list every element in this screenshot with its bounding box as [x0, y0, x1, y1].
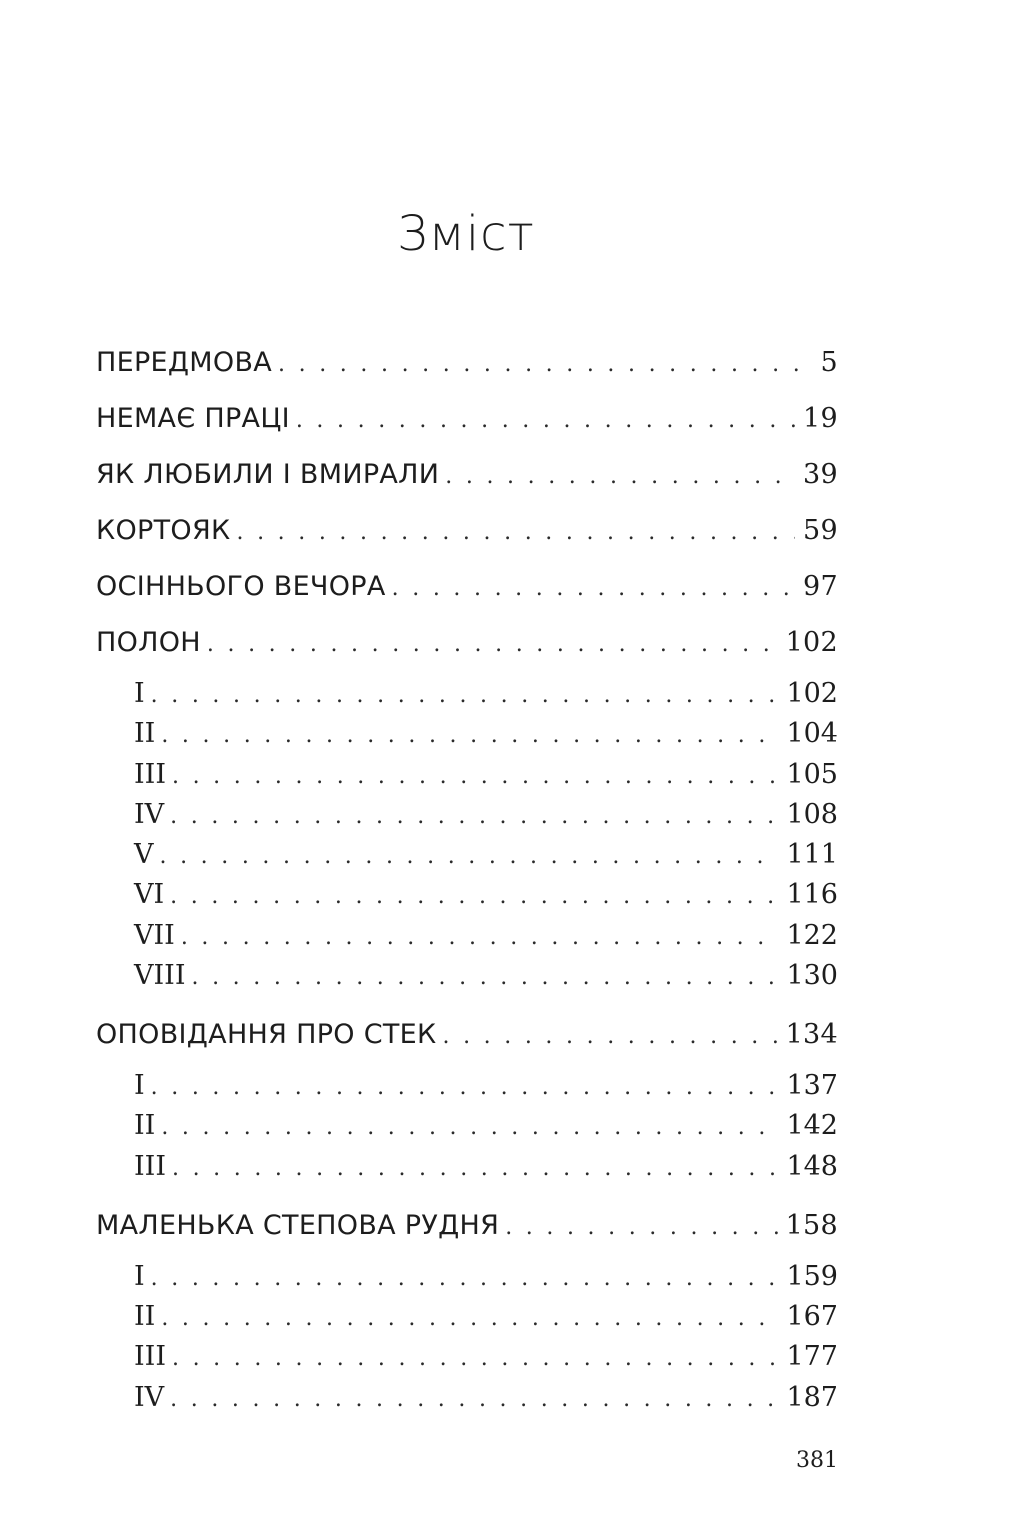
toc-subentry[interactable]: [96, 875, 838, 915]
toc-subentry[interactable]: [96, 1378, 838, 1432]
toc-entry-page: 134: [785, 1019, 838, 1051]
toc-entry[interactable]: [96, 562, 838, 618]
toc-entry-label: ПЕРЕДМОВА: [96, 347, 273, 378]
toc-entry[interactable]: [96, 506, 838, 562]
table-of-contents: [96, 338, 838, 1432]
toc-entry-page: 5: [820, 347, 838, 378]
dot-leader: [207, 620, 778, 670]
toc-entry-label: НЕМАЄ ПРАЦІ: [96, 403, 290, 434]
toc-entry-page: 167: [786, 1300, 838, 1332]
toc-entry-page: 159: [786, 1260, 838, 1292]
dot-leader: [160, 837, 779, 875]
toc-entry-label: ПОЛОН: [96, 627, 201, 658]
toc-entry-label: ЯК ЛЮБИЛИ І ВМИРАЛИ: [96, 459, 440, 490]
toc-entry-page: 177: [786, 1341, 838, 1373]
toc-entry-page: 108: [786, 798, 838, 830]
dot-leader: [151, 676, 779, 714]
toc-subentry[interactable]: [96, 1257, 838, 1297]
toc-subentry[interactable]: [96, 835, 838, 875]
toc-entry-label: I: [134, 1260, 145, 1292]
toc-entry-label: I: [134, 1070, 145, 1102]
toc-subentry[interactable]: [96, 755, 838, 795]
dot-leader: [161, 1108, 778, 1146]
dot-leader: [172, 1339, 778, 1377]
toc-entry-label: II: [134, 1300, 156, 1332]
dot-leader: [170, 797, 778, 835]
page-number: 381: [796, 1448, 838, 1473]
dot-leader: [161, 1299, 778, 1337]
dot-leader: [278, 340, 812, 390]
toc-subentry[interactable]: [96, 1337, 838, 1377]
toc-subentry[interactable]: [96, 1297, 838, 1337]
toc-entry-page: 102: [786, 678, 838, 709]
toc-entry-page: 122: [786, 919, 838, 951]
toc-subentry[interactable]: [96, 1066, 838, 1106]
toc-entry-label: III: [134, 758, 166, 790]
page-title: Зміст: [397, 206, 535, 262]
toc-entry-page: 102: [785, 627, 838, 658]
toc-entry[interactable]: [96, 618, 838, 674]
toc-entry-page: 39: [803, 459, 838, 490]
toc-entry-page: 130: [786, 960, 838, 992]
toc-entry-label: VI: [134, 879, 165, 911]
dot-leader: [505, 1203, 777, 1253]
toc-entry-page: 116: [786, 879, 838, 911]
toc-subentry[interactable]: [96, 795, 838, 835]
toc-subentry[interactable]: [96, 674, 838, 714]
toc-entry-page: 97: [803, 571, 838, 602]
toc-entry[interactable]: [96, 1201, 838, 1257]
toc-entry-label: ОСІННЬОГО ВЕЧОРА: [96, 571, 386, 602]
toc-entry-label: VIII: [134, 960, 186, 992]
dot-leader: [445, 452, 795, 502]
toc-entry-page: 105: [786, 758, 838, 790]
toc-entry-label: ОПОВІДАННЯ ПРО СТЕК: [96, 1019, 437, 1051]
toc-subentry[interactable]: [96, 714, 838, 754]
toc-subentry[interactable]: [96, 916, 838, 956]
toc-entry[interactable]: [96, 394, 838, 450]
toc-entry[interactable]: [96, 450, 838, 506]
dot-leader: [443, 1012, 778, 1062]
dot-leader: [296, 396, 795, 446]
dot-leader: [181, 918, 779, 956]
dot-leader: [172, 757, 778, 795]
toc-entry-label: II: [134, 1110, 156, 1142]
dot-leader: [236, 508, 795, 558]
toc-entry-label: III: [134, 1341, 166, 1373]
toc-subentry[interactable]: [96, 1106, 838, 1146]
dot-leader: [151, 1068, 779, 1106]
toc-entry-label: IV: [134, 798, 165, 830]
toc-entry-label: IV: [134, 1381, 165, 1413]
toc-subentry[interactable]: [96, 956, 838, 1010]
dot-leader: [392, 564, 795, 614]
toc-entry-page: 142: [786, 1110, 838, 1142]
toc-entry-page: 148: [786, 1150, 838, 1182]
toc-entry-page: 137: [786, 1070, 838, 1102]
toc-entry-label: V: [134, 839, 154, 871]
dot-leader: [151, 1259, 779, 1297]
toc-entry-label: II: [134, 718, 156, 750]
toc-entry-page: 104: [786, 718, 838, 750]
toc-entry-page: 59: [803, 515, 838, 546]
toc-subentry[interactable]: [96, 1147, 838, 1201]
toc-entry[interactable]: [96, 338, 838, 394]
toc-entry-label: III: [134, 1150, 166, 1182]
dot-leader: [161, 716, 778, 754]
dot-leader: [172, 1149, 778, 1189]
toc-entry-label: КОРТОЯК: [96, 515, 231, 546]
dot-leader: [170, 1380, 778, 1420]
toc-entry-label: МАЛЕНЬКА СТЕПОВА РУДНЯ: [96, 1209, 500, 1241]
toc-entry-label: VII: [134, 919, 175, 951]
toc-entry-page: 111: [786, 839, 838, 871]
toc-entry-page: 19: [803, 403, 838, 434]
dot-leader: [170, 877, 778, 915]
toc-entry[interactable]: [96, 1010, 838, 1066]
toc-entry-label: I: [134, 678, 145, 709]
dot-leader: [192, 958, 779, 998]
toc-entry-page: 158: [785, 1209, 838, 1241]
toc-entry-page: 187: [786, 1381, 838, 1413]
